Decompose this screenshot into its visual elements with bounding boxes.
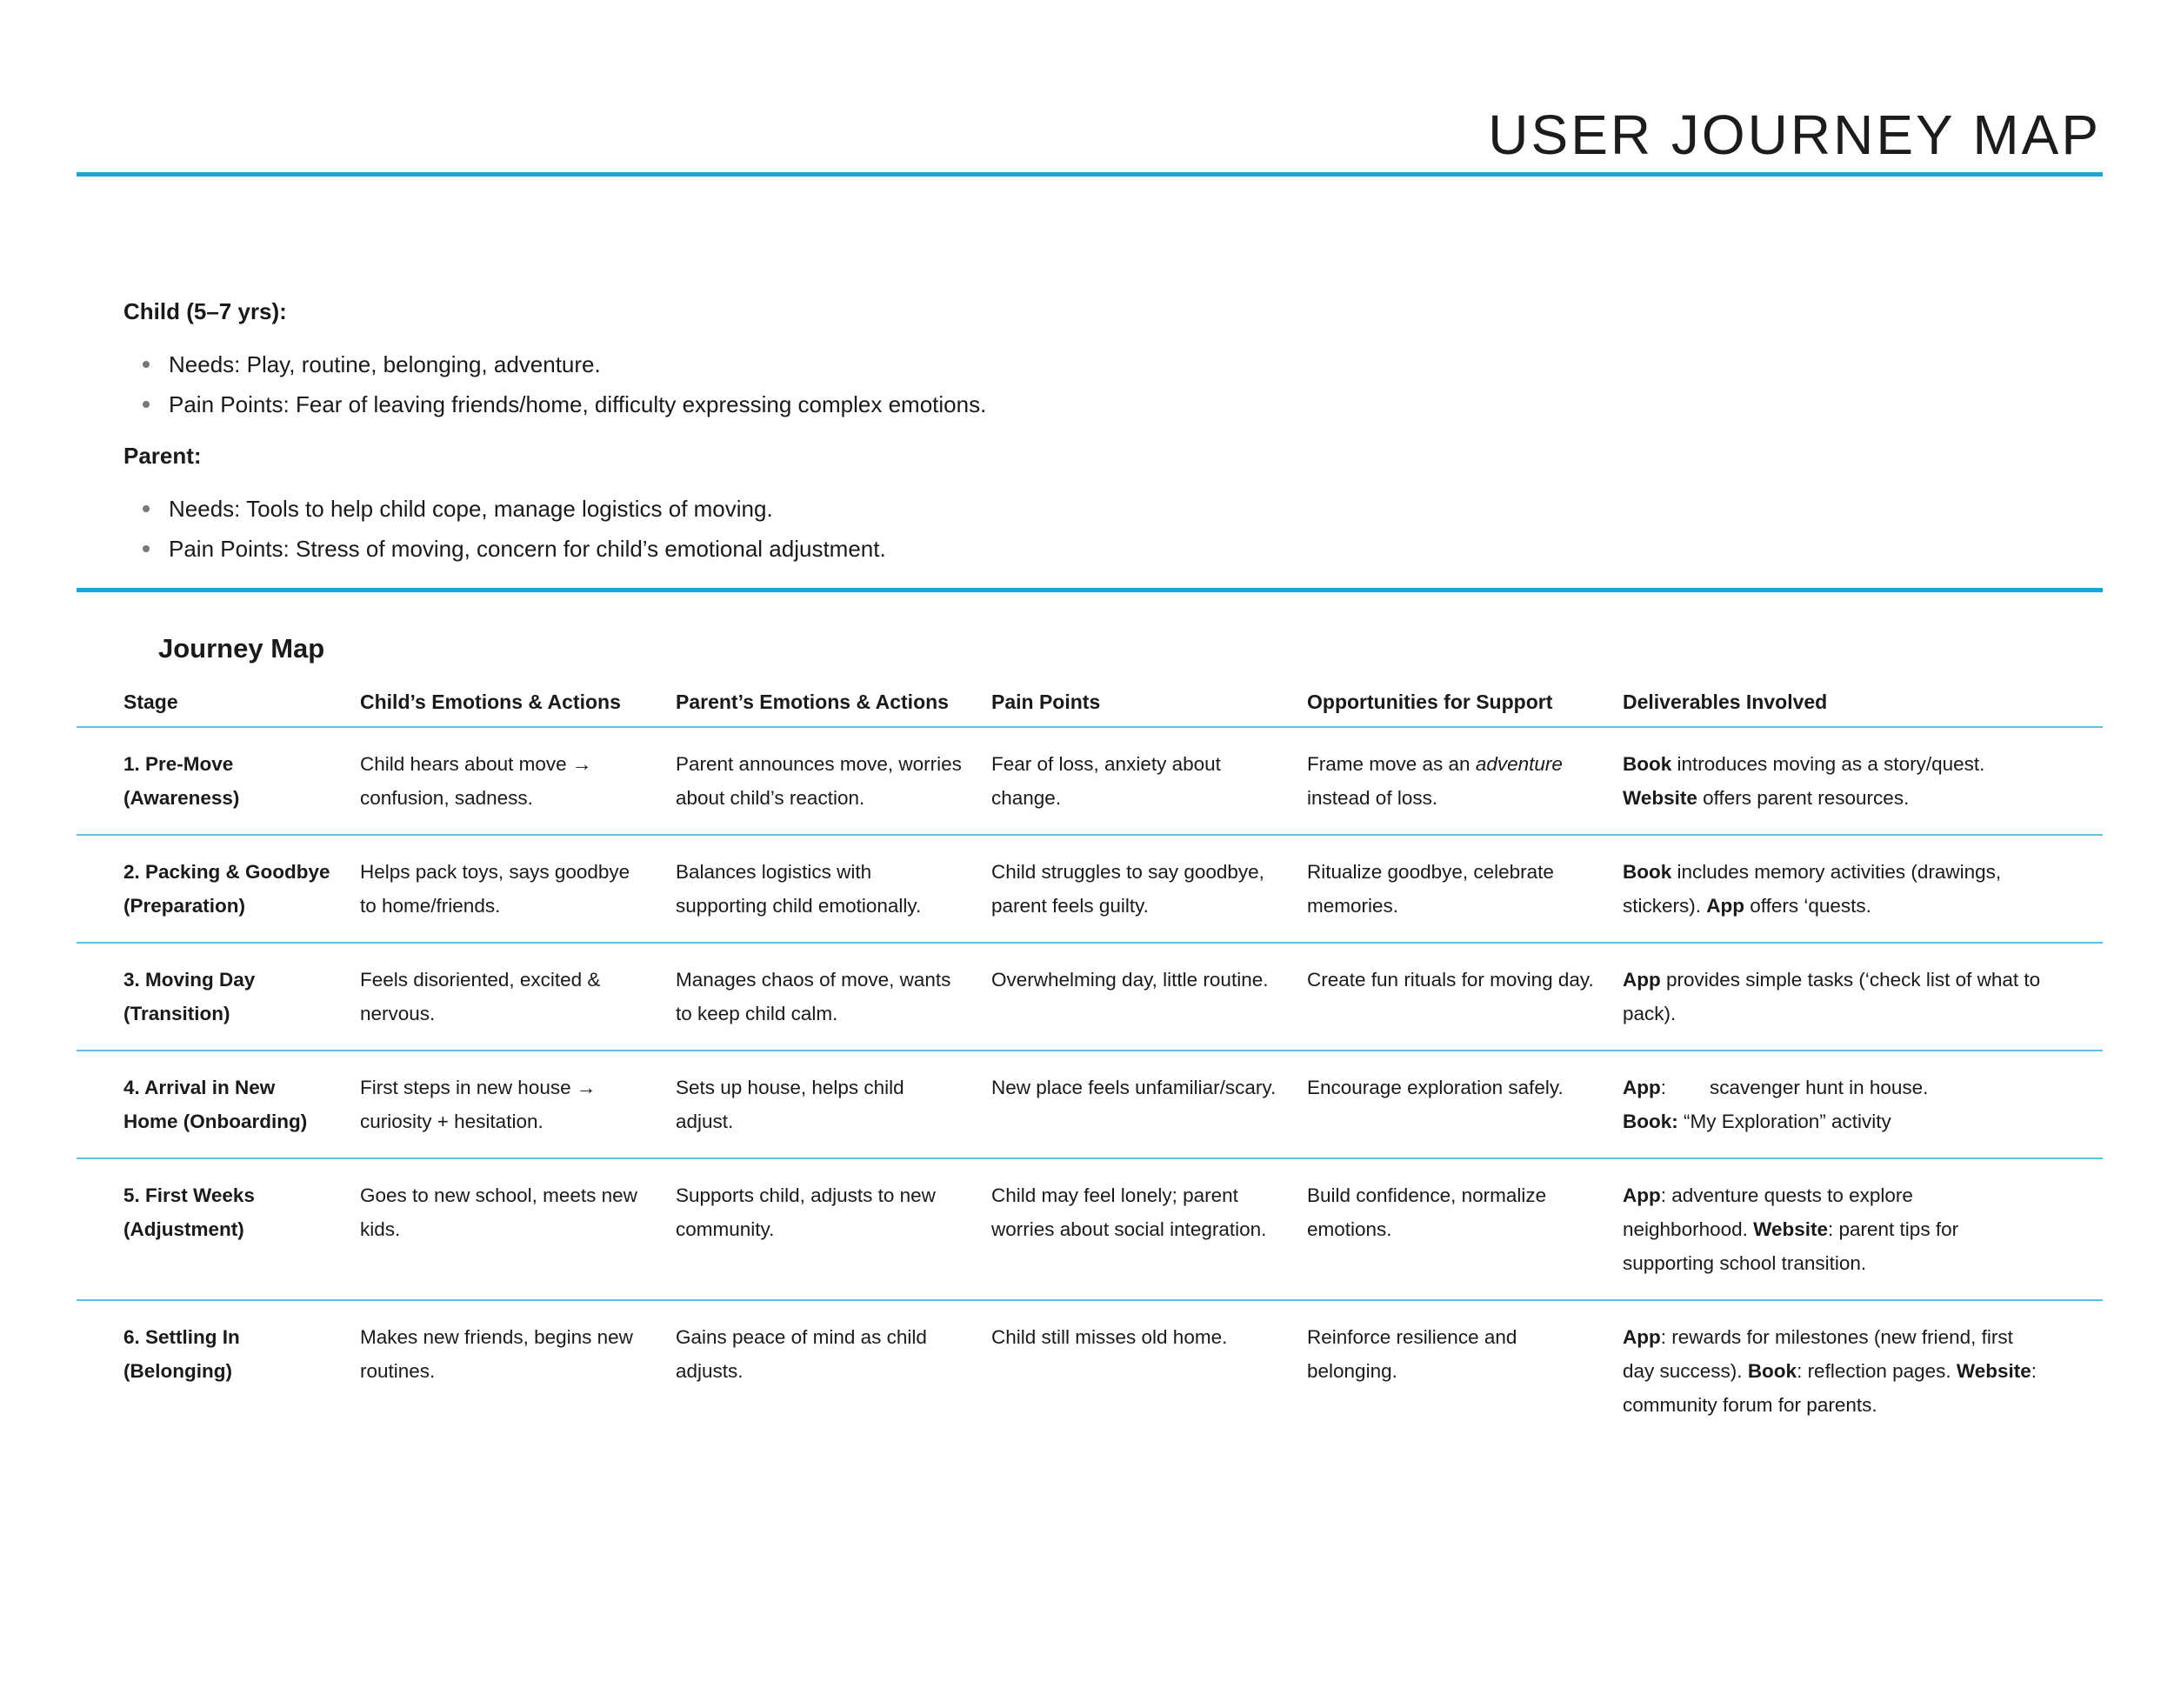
table-body (77, 728, 2103, 1441)
deliverables-cell (1623, 1178, 2103, 1280)
persona-heading-child: Child (5–7 yrs): (123, 298, 287, 324)
deliverable-description: : scavenger hunt in house. (1660, 1077, 1929, 1098)
deliverable-name: Book (1623, 861, 1672, 883)
parent-cell: Sets up house, helps child adjust. (676, 1077, 904, 1132)
parent-cell: Gains peace of mind as child adjusts. (676, 1326, 927, 1382)
opportunities-cell (1307, 1071, 1623, 1138)
opportunity-text: Ritualize goodbye, celebrate memories. (1307, 861, 1554, 917)
opportunities-cell (1307, 963, 1623, 1031)
deliverable-name: App (1623, 1326, 1661, 1348)
list-item: Needs: Tools to help child cope, manage logistics of moving. (169, 489, 1515, 529)
opportunities-cell (1307, 1320, 1623, 1422)
child-cell: Goes to new school, meets new kids. (360, 1184, 637, 1240)
deliverable-description: : community forum for parents. (1623, 1360, 2043, 1416)
deliverable-description: provides simple tasks (‘check list of what to pack). (1623, 969, 2046, 1024)
child-cell: First steps in new house → curiosity + hesitation. (360, 1077, 597, 1132)
table-row (77, 836, 2103, 944)
journey-table (77, 682, 2103, 1441)
deliverable-name: Website (1956, 1360, 2031, 1382)
persona-section (123, 296, 1515, 584)
table-row (77, 1301, 2103, 1441)
deliverable-name: App (1623, 1184, 1661, 1206)
deliverable-description: : parent tips for supporting school transition. (1623, 1218, 1964, 1274)
list-item: Needs: Play, routine, belonging, adventure. (169, 344, 1515, 384)
section-divider (77, 588, 2103, 592)
column-header-parent: Parent’s Emotions & Actions (676, 691, 949, 713)
parent-cell: Supports child, adjusts to new community. (676, 1184, 936, 1240)
journey-map-title: Journey Map (158, 633, 325, 664)
parent-cell: Parent announces move, worries about child’s reaction. (676, 753, 962, 809)
stage-cell: 1. Pre-Move (Awareness) (123, 753, 240, 809)
deliverables-cell (1623, 855, 2103, 923)
parent-cell: Balances logistics with supporting child emotionally. (676, 861, 922, 917)
deliverable-description: introduces moving as a story/quest. (1671, 753, 1985, 775)
deliverable-description: includes memory activities (drawings, stickers). (1623, 861, 2007, 917)
opportunity-text: Encourage exploration safely. (1307, 1077, 1564, 1098)
stage-cell: 4. Arrival in New Home (Onboarding) (123, 1077, 308, 1132)
table-row (77, 944, 2103, 1051)
table-row (77, 1159, 2103, 1301)
stage-cell: 2. Packing & Goodbye (Preparation) (123, 861, 330, 917)
list-item: Pain Points: Fear of leaving friends/home, difficulty expressing complex emotions. (169, 384, 1515, 424)
deliverables-cell (1623, 1320, 2103, 1422)
deliverable-description: : reflection pages. (1797, 1360, 1957, 1382)
opportunities-cell (1307, 747, 1623, 815)
table-row (77, 1051, 2103, 1159)
pain-points-cell: Overwhelming day, little routine. (991, 969, 1269, 991)
table-header-row (77, 682, 2103, 728)
opportunity-text: Frame move as an (1307, 753, 1476, 775)
pain-points-cell: Child still misses old home. (991, 1326, 1228, 1348)
parent-cell: Manages chaos of move, wants to keep child calm. (676, 969, 951, 1024)
column-header-deliverables: Deliverables Involved (1623, 691, 1828, 713)
persona-heading-parent: Parent: (123, 443, 202, 469)
column-header-stage: Stage (123, 691, 178, 713)
deliverable-name: App (1706, 895, 1745, 917)
deliverables-cell (1623, 747, 2103, 815)
opportunity-text: Reinforce resilience and belonging. (1307, 1326, 1517, 1382)
deliverables-cell (1623, 1071, 2103, 1138)
persona-list-child (123, 344, 1515, 424)
column-header-child: Child’s Emotions & Actions (360, 691, 621, 713)
pain-points-cell: Child struggles to say goodbye, parent feels guilty. (991, 861, 1264, 917)
opportunity-emphasis: adventure (1475, 753, 1563, 775)
deliverable-name: Book (1747, 1360, 1797, 1382)
column-header-pain-points: Pain Points (991, 691, 1101, 713)
deliverable-description: : rewards for milestones (new friend, first day success). (1623, 1326, 2019, 1382)
table-row (77, 728, 2103, 836)
page-title: USER JOURNEY MAP (1488, 103, 2101, 166)
opportunities-cell (1307, 1178, 1623, 1280)
deliverable-name: Website (1753, 1218, 1828, 1240)
child-cell: Makes new friends, begins new routines. (360, 1326, 633, 1382)
column-header-opportunities: Opportunities for Support (1307, 691, 1553, 713)
pain-points-cell: Child may feel lonely; parent worries about social integration. (991, 1184, 1267, 1240)
stage-cell: 5. First Weeks (Adjustment) (123, 1184, 255, 1240)
deliverables-cell (1623, 963, 2103, 1031)
deliverable-description: : adventure quests to explore neighborhood. (1623, 1184, 1919, 1240)
opportunity-text: Create fun rituals for moving day. (1307, 969, 1594, 991)
opportunity-text: Build confidence, normalize emotions. (1307, 1184, 1547, 1240)
pain-points-cell: New place feels unfamiliar/scary. (991, 1077, 1277, 1098)
child-cell: Feels disoriented, excited & nervous. (360, 969, 601, 1024)
stage-cell: 3. Moving Day (Transition) (123, 969, 256, 1024)
deliverable-name: Book: (1623, 1111, 1678, 1132)
deliverable-name: App (1623, 1077, 1661, 1098)
deliverable-description: “My Exploration” activity (1677, 1111, 1891, 1132)
persona-list-parent (123, 489, 1515, 569)
opportunity-text: instead of loss. (1307, 787, 1438, 809)
deliverable-description: offers ‘quests. (1744, 895, 1871, 917)
pain-points-cell: Fear of loss, anxiety about change. (991, 753, 1221, 809)
child-cell: Helps pack toys, says goodbye to home/friends. (360, 861, 630, 917)
deliverable-name: Book (1623, 753, 1672, 775)
deliverable-name: Website (1623, 787, 1697, 809)
child-cell: Child hears about move → confusion, sadness. (360, 753, 592, 809)
stage-cell: 6. Settling In (Belonging) (123, 1326, 240, 1382)
deliverable-description: offers parent resources. (1697, 787, 1910, 809)
list-item: Pain Points: Stress of moving, concern for child’s emotional adjustment. (169, 529, 1515, 569)
deliverable-name: App (1623, 969, 1661, 991)
opportunities-cell (1307, 855, 1623, 923)
header-divider (77, 172, 2103, 177)
